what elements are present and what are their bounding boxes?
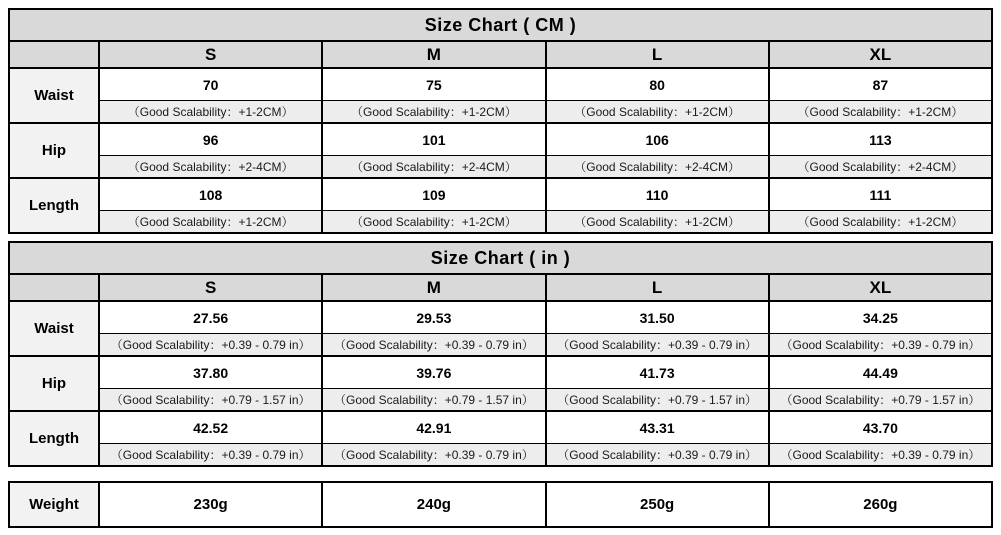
cm-length-note-m: （Good Scalability：+1-2CM） bbox=[322, 211, 545, 234]
cm-waist-note-xl: （Good Scalability：+1-2CM） bbox=[769, 101, 992, 124]
in-size-header-xl: XL bbox=[769, 274, 992, 301]
in-hip-value-l: 41.73 bbox=[546, 356, 769, 389]
in-length-value-xl: 43.70 bbox=[769, 411, 992, 444]
cm-waist-note-m: （Good Scalability：+1-2CM） bbox=[322, 101, 545, 124]
cm-waist-row-label: Waist bbox=[9, 68, 99, 123]
cm-waist-value-s: 70 bbox=[99, 68, 322, 101]
in-waist-note-l: （Good Scalability：+0.39 - 0.79 in） bbox=[546, 334, 769, 357]
in-size-header-s: S bbox=[99, 274, 322, 301]
in-waist-row-label: Waist bbox=[9, 301, 99, 356]
in-hip-row-label: Hip bbox=[9, 356, 99, 411]
cm-hip-value-s: 96 bbox=[99, 123, 322, 156]
cm-length-value-s: 108 bbox=[99, 178, 322, 211]
in-waist-value-m: 29.53 bbox=[322, 301, 545, 334]
cm-size-header-m: M bbox=[322, 41, 545, 68]
cm-table-title: Size Chart ( CM ) bbox=[9, 9, 992, 41]
cm-waist-note-l: （Good Scalability：+1-2CM） bbox=[546, 101, 769, 124]
cm-length-row-label: Length bbox=[9, 178, 99, 233]
in-waist-value-s: 27.56 bbox=[99, 301, 322, 334]
cm-hip-note-s: （Good Scalability：+2-4CM） bbox=[99, 156, 322, 179]
in-length-note-xl: （Good Scalability：+0.39 - 0.79 in） bbox=[769, 444, 992, 467]
cm-hip-note-l: （Good Scalability：+2-4CM） bbox=[546, 156, 769, 179]
in-waist-note-s: （Good Scalability：+0.39 - 0.79 in） bbox=[99, 334, 322, 357]
in-waist-note-xl: （Good Scalability：+0.39 - 0.79 in） bbox=[769, 334, 992, 357]
in-length-value-m: 42.91 bbox=[322, 411, 545, 444]
in-hip-note-s: （Good Scalability：+0.79 - 1.57 in） bbox=[99, 389, 322, 412]
in-length-row-label: Length bbox=[9, 411, 99, 466]
cm-waist-value-xl: 87 bbox=[769, 68, 992, 101]
cm-waist-value-m: 75 bbox=[322, 68, 545, 101]
cm-size-header-s: S bbox=[99, 41, 322, 68]
in-hip-note-xl: （Good Scalability：+0.79 - 1.57 in） bbox=[769, 389, 992, 412]
cm-size-header-xl: XL bbox=[769, 41, 992, 68]
in-hip-note-l: （Good Scalability：+0.79 - 1.57 in） bbox=[546, 389, 769, 412]
weight-value-l: 250g bbox=[546, 482, 769, 527]
cm-corner-cell bbox=[9, 41, 99, 68]
cm-hip-value-l: 106 bbox=[546, 123, 769, 156]
cm-size-header-l: L bbox=[546, 41, 769, 68]
in-hip-value-xl: 44.49 bbox=[769, 356, 992, 389]
weight-value-s: 230g bbox=[99, 482, 322, 527]
cm-length-note-xl: （Good Scalability：+1-2CM） bbox=[769, 211, 992, 234]
in-length-note-s: （Good Scalability：+0.39 - 0.79 in） bbox=[99, 444, 322, 467]
in-hip-note-m: （Good Scalability：+0.79 - 1.57 in） bbox=[322, 389, 545, 412]
cm-hip-note-m: （Good Scalability：+2-4CM） bbox=[322, 156, 545, 179]
size-chart-cm-table bbox=[8, 8, 993, 234]
size-chart-in-table bbox=[8, 241, 993, 467]
in-waist-value-l: 31.50 bbox=[546, 301, 769, 334]
weight-row-label: Weight bbox=[9, 482, 99, 527]
in-corner-cell bbox=[9, 274, 99, 301]
cm-length-note-l: （Good Scalability：+1-2CM） bbox=[546, 211, 769, 234]
cm-hip-value-m: 101 bbox=[322, 123, 545, 156]
weight-table bbox=[8, 481, 993, 528]
cm-hip-value-xl: 113 bbox=[769, 123, 992, 156]
cm-hip-row-label: Hip bbox=[9, 123, 99, 178]
in-size-header-l: L bbox=[546, 274, 769, 301]
cm-length-note-s: （Good Scalability：+1-2CM） bbox=[99, 211, 322, 234]
weight-value-xl: 260g bbox=[769, 482, 992, 527]
in-hip-value-m: 39.76 bbox=[322, 356, 545, 389]
cm-length-value-l: 110 bbox=[546, 178, 769, 211]
in-length-note-m: （Good Scalability：+0.39 - 0.79 in） bbox=[322, 444, 545, 467]
in-length-value-l: 43.31 bbox=[546, 411, 769, 444]
in-table-title: Size Chart ( in ) bbox=[9, 242, 992, 274]
in-waist-value-xl: 34.25 bbox=[769, 301, 992, 334]
in-hip-value-s: 37.80 bbox=[99, 356, 322, 389]
in-waist-note-m: （Good Scalability：+0.39 - 0.79 in） bbox=[322, 334, 545, 357]
in-length-note-l: （Good Scalability：+0.39 - 0.79 in） bbox=[546, 444, 769, 467]
cm-waist-value-l: 80 bbox=[546, 68, 769, 101]
in-length-value-s: 42.52 bbox=[99, 411, 322, 444]
cm-hip-note-xl: （Good Scalability：+2-4CM） bbox=[769, 156, 992, 179]
cm-waist-note-s: （Good Scalability：+1-2CM） bbox=[99, 101, 322, 124]
weight-value-m: 240g bbox=[322, 482, 545, 527]
cm-length-value-m: 109 bbox=[322, 178, 545, 211]
cm-length-value-xl: 111 bbox=[769, 178, 992, 211]
in-size-header-m: M bbox=[322, 274, 545, 301]
